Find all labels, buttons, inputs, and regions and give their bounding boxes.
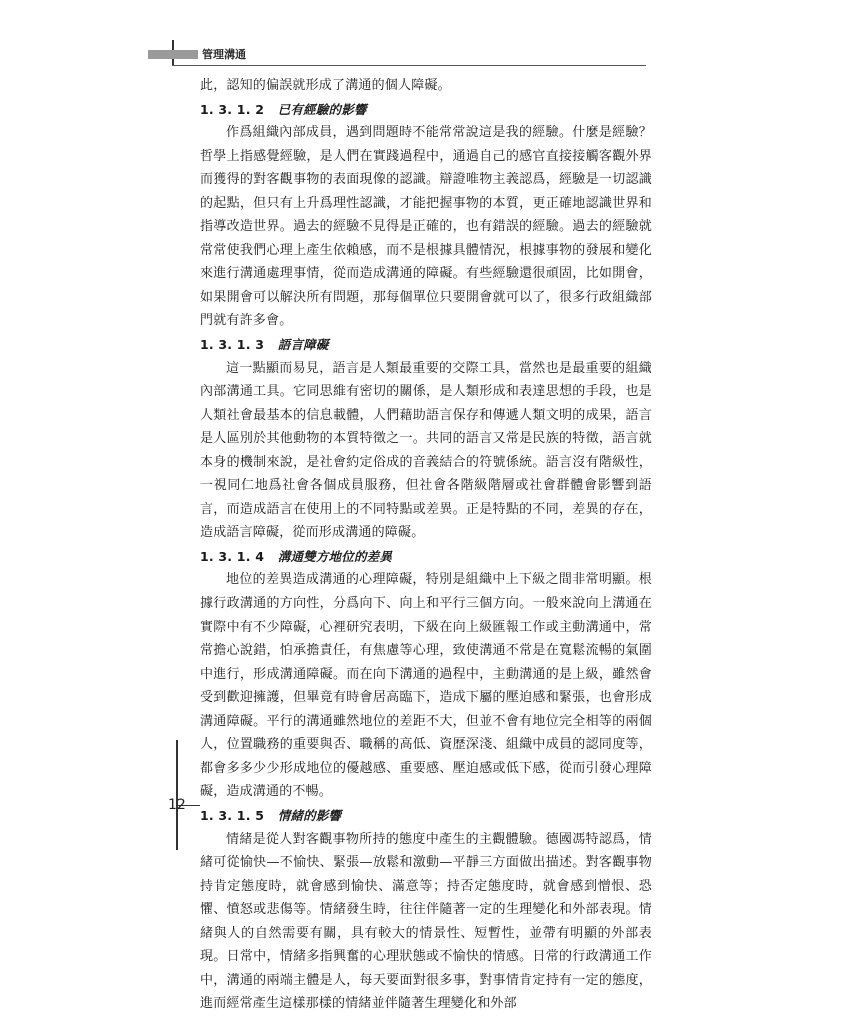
header-gray-bar (148, 50, 198, 59)
paragraph: 這一點顯而易見，語言是人類最重要的交際工具，當然也是最重要的組織內部溝通工具。它同思維有密切的關係，是人類形成和表達思想的手段，也是人類社會最基本的信息載體，人們藉助語言保存和傳遞人類文明的成果，語言是人區別於其他動物的本質特徵之一。共同的語言又常是民族的特徵，語言就本身的機制來說，是社會約定俗成的音義結合的符號係統。語言沒有階級性，一視同仁地爲社會各個成員服務，但社會各階級階層或社會群體會影響到語言，而造成語言在使用上的不同特點或差異。正是特點的不同，差異的存在，造成語言障礙，從而形成溝通的障礙。 (200, 360, 652, 541)
section-title: 語言障礙 (277, 337, 329, 353)
paragraph: 地位的差異造成溝通的心理障礙，特別是組織中上下級之間非常明顯。根據行政溝通的方向性，分爲向下、向上和平行三個方向。一般來說向上溝通在實際中有不少障礙，心裡研究表明，下級在向上級匯報工作或主動溝通中，常常擔心說錯，怕承擔責任，有焦慮等心理，致使溝通不常是在寬鬆流暢的氣圍中進行，形成溝通障礙。而在向下溝通的過程中，主動溝通的是上級，雖然會受到歡迎擁護，但畢竟有時會居高臨下，造成下屬的壓迫感和緊張，也會形成溝通障礙。平行的溝通雖然地位的差距不大，但並不會有地位完全相等的兩個人，位置職務的重要與否、職稱的高低、資歷深淺、組織中成員的認同度等，都會多多少少形成地位的優越感、重要感、壓迫感或低下感，從而引發心理障礙，造成溝通的不暢。 (200, 572, 652, 800)
page-number: 12 (168, 797, 186, 813)
paragraph: 情緒是從人對客觀事物所持的態度中產生的主觀體驗。德國馮特認爲，情緒可從愉快—不愉快、緊張—放鬆和激動—平靜三方面做出描述。對客觀事物持肯定態度時，就會感到愉快、滿意等；持否定態度時，就會感到憎恨、恐懼、憤怒或悲傷等。情緒發生時，往往伴隨著一定的生理變化和外部表現。情緒與人的自然需要有關，具有較大的情景性、短暫性，並帶有明顯的外部表現。日常中，情緒多指興奮的心理狀態或不愉快的情感。日常的行政溝通工作中，溝通的兩端主體是人，每天要面對很多事，對事情肯定持有一定的態度，進而經常產生這樣那樣的情緒並伴隨著生理變化和外部 (200, 831, 652, 1012)
section-title: 溝通雙方地位的差異 (277, 548, 393, 564)
paragraph: 作爲組織內部成員，遇到問題時不能常常說這是我的經驗。什麼是經驗？哲學上指感覺經驗，是人們在實踐過程中，通過自己的感官直接接觸客觀外界而獲得的對客觀事物的表面現像的認識。辯證唯物主義認爲，經驗是一切認識的起點，但只有上升爲理性認識，才能把握事物的本質，更正確地認識世界和指導改造世界。過去的經驗不見得是正確的，也有錯誤的經驗。過去的經驗就常常使我們心理上產生依賴感，而不是根據具體情況，根據事物的發展和變化來進行溝通處理事情，從而造成溝通的障礙。有些經驗還很頑固，比如開會，如果開會可以解決所有問題，那每個單位只要開會就可以了，很多行政組織部門就有許多會。 (200, 125, 652, 329)
section-heading (200, 333, 652, 357)
paragraph: 此，認知的偏誤就形成了溝通的個人障礙。 (200, 78, 451, 93)
header-horizontal-rule (172, 65, 646, 66)
running-header-title: 管理溝通 (202, 48, 246, 61)
section-number: 1. 3. 1. 3 (200, 337, 265, 353)
section-heading (200, 804, 652, 828)
section-heading (200, 98, 652, 122)
section-number: 1. 3. 1. 2 (200, 101, 265, 117)
section-heading (200, 545, 652, 569)
section-title: 情緒的影響 (277, 807, 342, 823)
section-title: 已有經驗的影響 (277, 101, 367, 117)
section-number: 1. 3. 1. 5 (200, 807, 265, 823)
section-number: 1. 3. 1. 4 (200, 548, 265, 564)
page-body (200, 74, 652, 1016)
footer-vertical-rule (176, 740, 178, 850)
